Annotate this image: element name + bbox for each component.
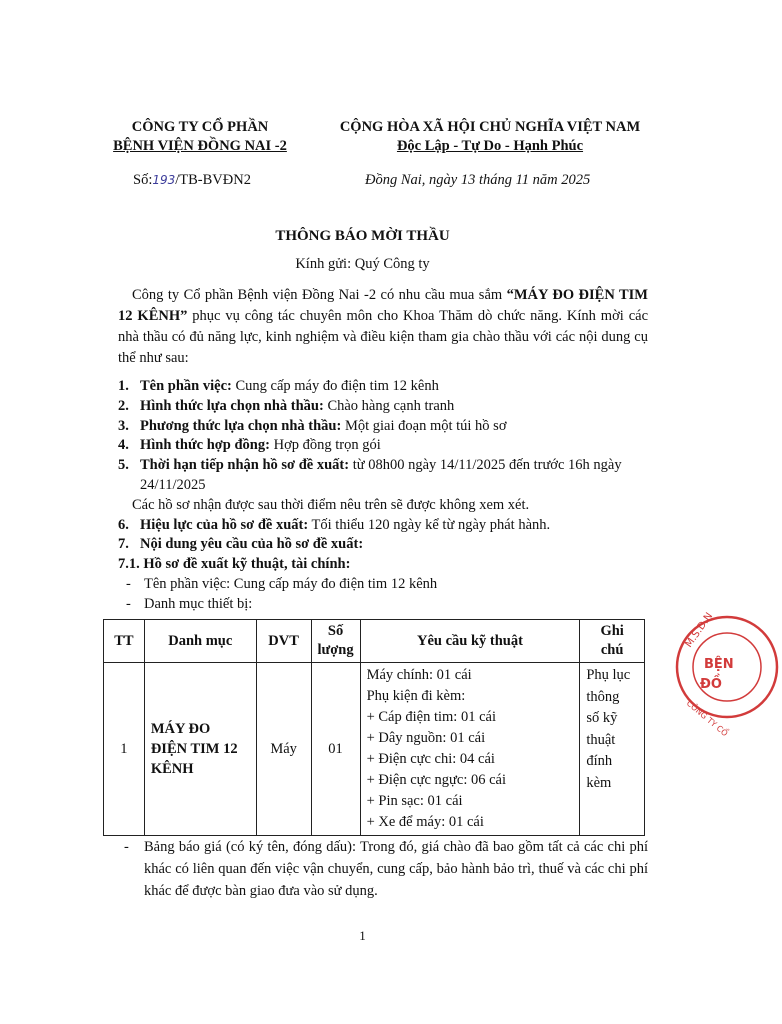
stamp-bottom-text: CÔNG TY CỔ [684, 698, 730, 739]
list-item: 1. Tên phần việc: Cung cấp máy đo điện tim 12 kênh [118, 378, 439, 394]
section-heading-7-1: 7.1. Hồ sơ đề xuất kỹ thuật, tài chính: [118, 556, 351, 573]
cell-so-luong: 01 [311, 663, 360, 836]
intro-paragraph: Công ty Cổ phần Bệnh viện Đồng Nai -2 có nhu cầu mua sắm “MÁY ĐO ĐIỆN TIM 12 KÊNH” phục vụ công tác chuyên môn cho Khoa Thăm dò chức năng. Kính mời các nhà thầu có đủ năng lực, kinh nghiệm và điều kiện tham gia chào thầu với các nội dung cụ thể như sau: [118, 287, 648, 366]
nation-motto-line2: Độc Lập - Tự Do - Hạnh Phúc [396, 138, 584, 154]
table-row [104, 663, 645, 836]
bullet-item: - Tên phần việc: Cung cấp máy đo điện tim 12 kênh [118, 575, 658, 595]
header-dvt: DVT [256, 620, 311, 663]
company-stamp [672, 610, 782, 739]
header-yeu-cau: Yêu cầu kỹ thuật [360, 620, 580, 663]
quotation-note [118, 836, 648, 902]
nation-header [305, 118, 675, 156]
company-name-line2: BỆNH VIỆN ĐỒNG NAI -2 [113, 138, 287, 154]
list-item: 6. Hiệu lực của hồ sơ đề xuất: Tối thiểu 120 ngày kể từ ngày phát hành. [118, 516, 551, 533]
header-so-luong: Số lượng [311, 620, 360, 663]
item5-note: Các hồ sơ nhận được sau thời điểm nêu trên sẽ được không xem xét. [132, 496, 530, 513]
cell-ghi-chu: Phụ lục thông số kỹ thuật đính kèm [580, 663, 645, 836]
list-item: 4. Hình thức hợp đồng: Hợp đồng trọn gói [118, 437, 381, 454]
document-title: THÔNG BÁO MỜI THẦU [275, 228, 450, 244]
company-name-line1: CÔNG TY CỔ PHẦN [131, 119, 269, 135]
stamp-mid-text-2: ĐỒ [700, 677, 722, 692]
header-danh-muc: Danh mục [144, 620, 256, 663]
cell-dvt: Máy [256, 663, 311, 836]
stamp-mid-text-1: BỆN [704, 657, 734, 672]
company-header [80, 118, 320, 156]
list-item: 2. Hình thức lựa chọn nhà thầu: Chào hàng cạnh tranh [118, 397, 455, 414]
list-item: 3. Phương thức lựa chọn nhà thầu: Một giai đoạn một túi hồ sơ [118, 417, 507, 434]
nation-motto-line1: CỘNG HÒA XÃ HỘI CHỦ NGHĨA VIỆT NAM [339, 119, 641, 135]
header-tt: TT [104, 620, 145, 663]
cell-yeu-cau: Máy chính: 01 cái Phụ kiện đi kèm: + Cáp điện tim: 01 cái + Dây nguồn: 01 cái + Điện cực chi: 04 cái + Điện cực ngực: 06 cái + Pin sạc: 01 cái + Xe để máy: 01 cái [360, 663, 580, 836]
cell-tt: 1 [104, 663, 145, 836]
bullet-item: - Bảng báo giá (có ký tên, đóng dấu): Trong đó, giá chào đã bao gồm tất cả các chi phí khác có liên quan đến việc vận chuyển, cung cấp, bảo hành bảo trì, thuế và các chi phí khác để được bàn giao đưa vào sử dụng. [118, 836, 648, 902]
stamp-arc-text: M.S.D.N [683, 610, 716, 650]
list-item: 7. Nội dung yêu cầu của hồ sơ đề xuất: [118, 536, 364, 553]
table-header-row [104, 620, 645, 663]
document-number: Số:193/TB-BVĐN2 [133, 172, 251, 188]
equipment-table [103, 619, 645, 836]
bullet-item: - Danh mục thiết bị: [118, 595, 658, 615]
document-date: Đồng Nai, ngày 13 tháng 11 năm 2025 [365, 172, 591, 188]
list-item: 5. Thời hạn tiếp nhận hồ sơ đề xuất: từ 08h00 ngày 14/11/2025 đến trước 16h ngày 24/11/2025 [118, 457, 622, 493]
requirements-list [118, 377, 658, 615]
header-ghi-chu: Ghi chú [580, 620, 645, 663]
greeting: Kính gửi: Quý Công ty [295, 256, 430, 272]
handwritten-number: 193 [152, 173, 176, 187]
page-number: 1 [359, 928, 366, 943]
cell-danh-muc: MÁY ĐO ĐIỆN TIM 12 KÊNH [144, 663, 256, 836]
